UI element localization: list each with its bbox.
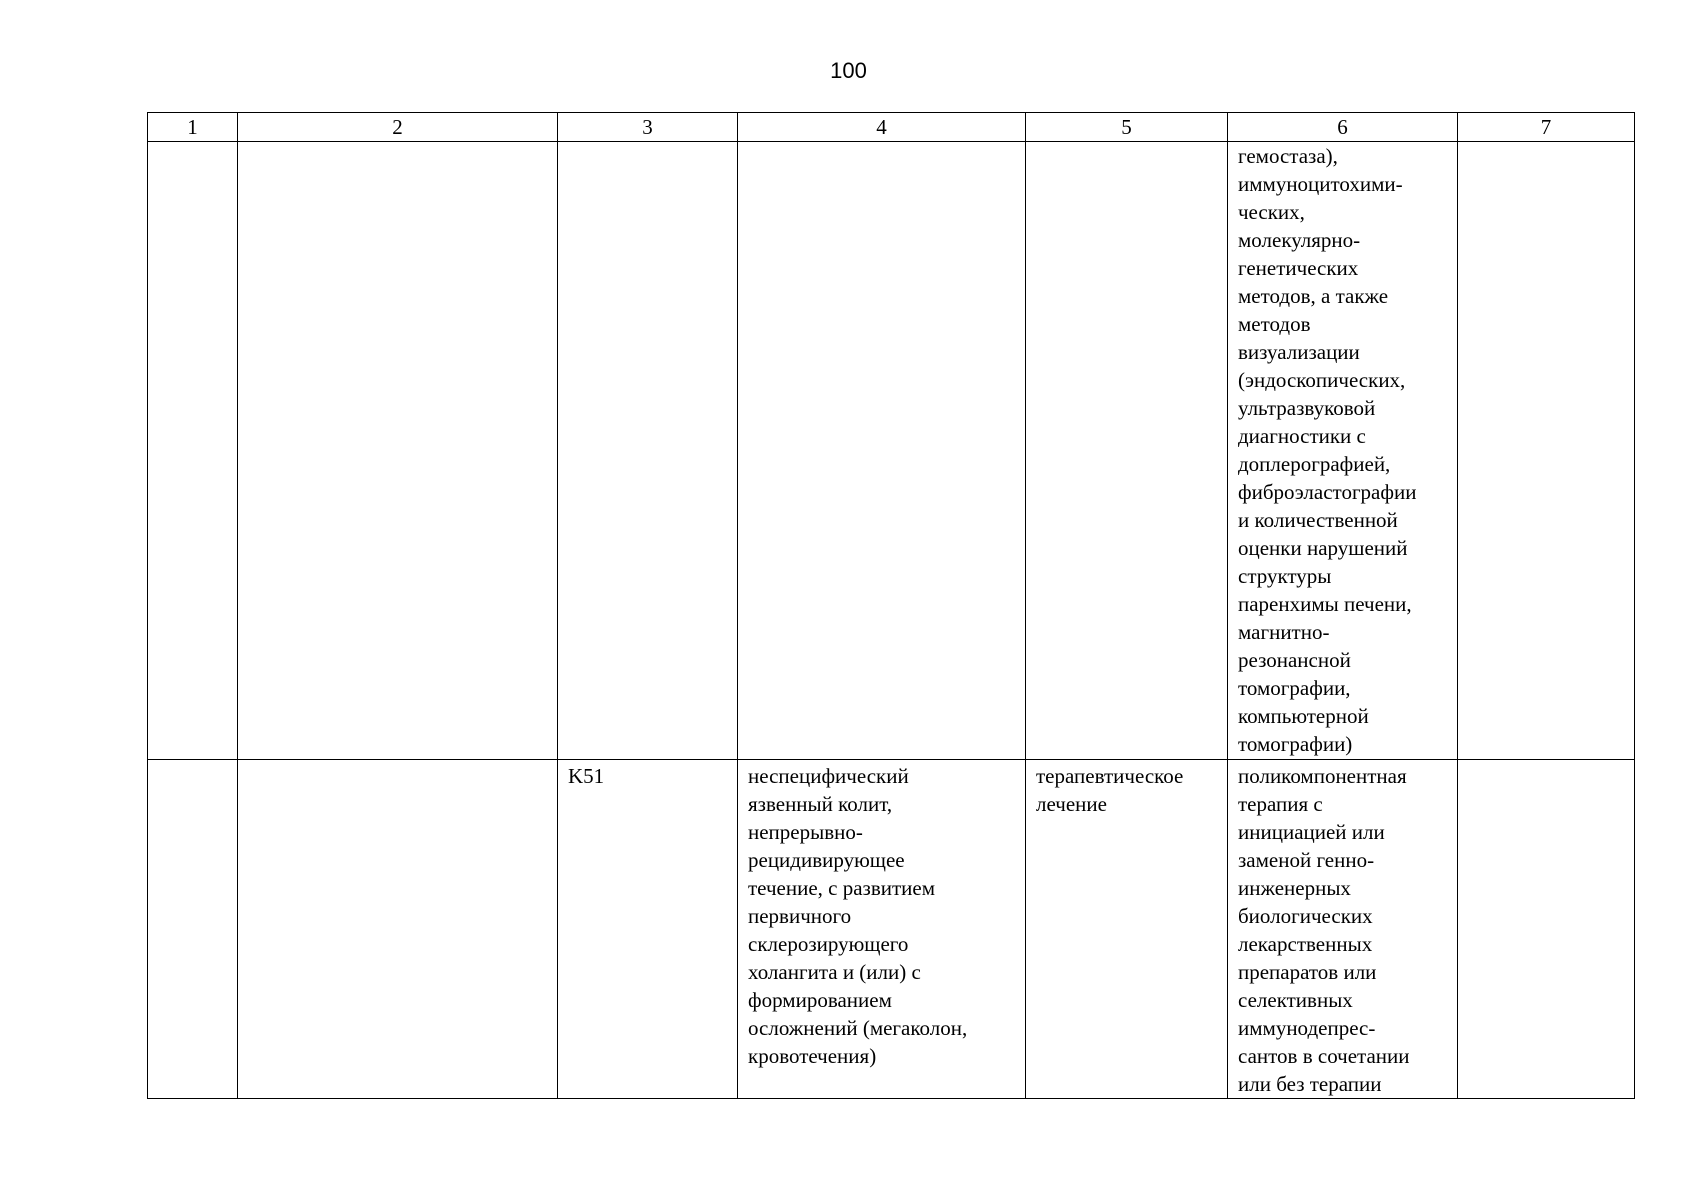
table-cell bbox=[558, 142, 738, 760]
table-cell bbox=[738, 142, 1026, 760]
table-cell bbox=[238, 760, 558, 1099]
table-cell bbox=[1026, 142, 1228, 760]
table-cell bbox=[148, 142, 238, 760]
table-cell bbox=[238, 142, 558, 760]
table-cell bbox=[1228, 760, 1458, 1099]
header-row bbox=[148, 113, 1635, 142]
table-cell bbox=[1458, 142, 1635, 760]
table-row bbox=[148, 760, 1635, 1099]
table-cell bbox=[148, 760, 238, 1099]
column-header-4: 4 bbox=[738, 113, 1026, 142]
treatment-type: терапевтическое лечение bbox=[1036, 764, 1184, 816]
column-header-2: 2 bbox=[238, 113, 558, 142]
page-number bbox=[0, 57, 1697, 85]
methods-text: гемостаза), иммуноцитохими- ческих, молекулярно- генетических методов, а также методов визуализации (эндоскопических, ультразвуковой диагностики с доплерографией, фиброэластографии и количественной оценки нарушений структуры паренхимы печени, магнитно- резонансной томографии, компьютерной томографии) bbox=[1238, 144, 1417, 756]
cell-text bbox=[1468, 760, 1624, 762]
column-header-1: 1 bbox=[148, 113, 238, 142]
table-cell bbox=[1228, 142, 1458, 760]
table-cell bbox=[1458, 760, 1635, 1099]
cell-text bbox=[248, 760, 547, 762]
column-header-3: 3 bbox=[558, 113, 738, 142]
column-header-6: 6 bbox=[1228, 113, 1458, 142]
data-table bbox=[147, 112, 1635, 1099]
table-cell bbox=[738, 760, 1026, 1099]
diagnosis-text: неспецифический язвенный колит, непрерывно- рецидивирующее течение, с развитием первичного склерозирующего холангита и (или) с формированием осложнений (мегаколон, кровотечения) bbox=[748, 764, 968, 1068]
cell-text bbox=[158, 760, 227, 762]
table-cell bbox=[558, 760, 738, 1099]
page-number-text: 100 bbox=[830, 58, 867, 83]
column-header-7: 7 bbox=[1458, 113, 1635, 142]
icd-code: K51 bbox=[568, 764, 605, 788]
treatment-method: поликомпонентная терапия с инициацией или заменой генно- инженерных биологических лекарственных препаратов или селективных иммунодепрес- сантов в сочетании или без терапии bbox=[1238, 764, 1410, 1096]
column-header-5: 5 bbox=[1026, 113, 1228, 142]
table-cell bbox=[1026, 760, 1228, 1099]
table-row bbox=[148, 142, 1635, 760]
